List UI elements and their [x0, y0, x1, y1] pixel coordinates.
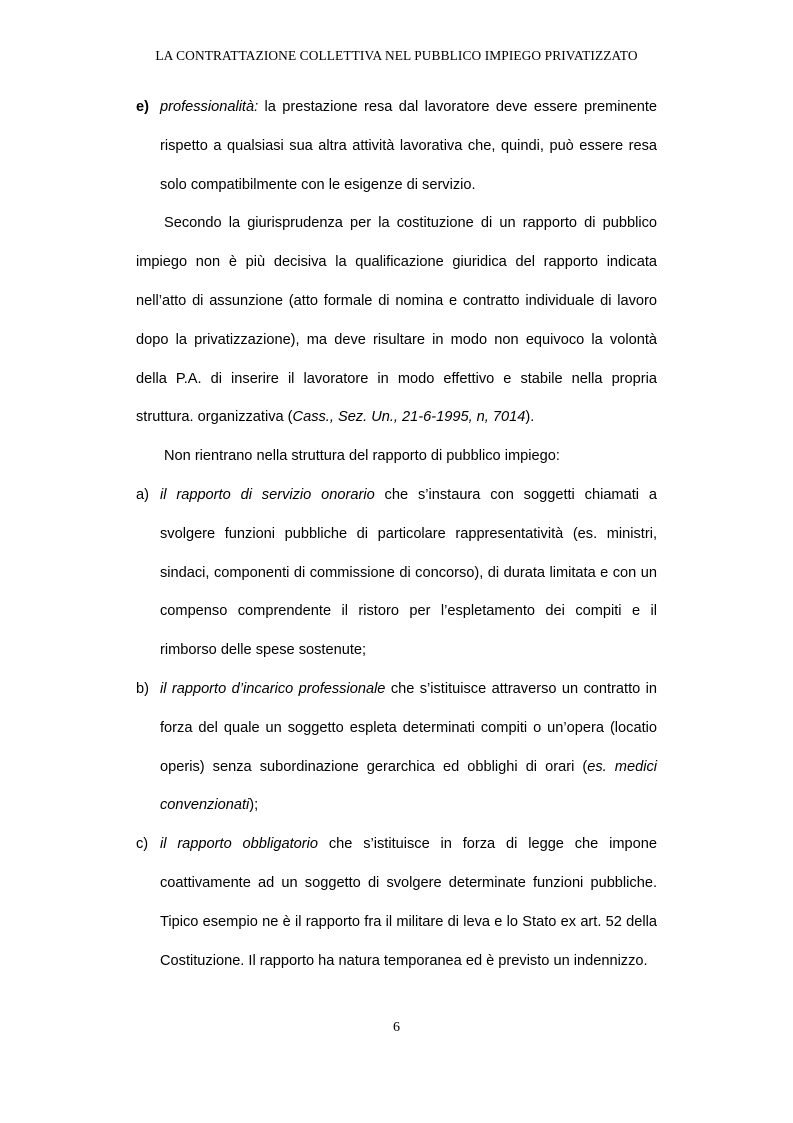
item-term: il rapporto d’incarico professionale [160, 680, 386, 697]
list-item-b [136, 670, 657, 825]
item-description: che s’istituisce attraverso un contratto in forza del quale un soggetto espleta determinati compiti o un’opera (locatio operis) senza subordinazione gerarchica ed obblighi di orari ( [160, 680, 657, 775]
list-item-e [136, 88, 657, 204]
case-citation: Cass., Sez. Un., 21-6-1995, n, 7014 [292, 409, 526, 426]
item-term: il rapporto di servizio onorario [160, 486, 375, 503]
list-marker: b) [136, 680, 149, 697]
list-item-text [160, 670, 657, 825]
item-term: professionalità: [160, 99, 259, 115]
running-header: LA CONTRATTAZIONE COLLETTIVA NEL PUBBLICO IMPIEGO PRIVATIZZATO [155, 48, 638, 63]
list-item-text [160, 476, 657, 670]
item-term: il rapporto obbligatorio [160, 836, 318, 853]
list-item-c [136, 825, 657, 980]
paragraph-close: ). [525, 409, 535, 426]
list-item-a [136, 476, 657, 670]
list-marker: c) [136, 836, 149, 853]
list-item-text [160, 825, 657, 980]
paragraph-non-rientrano: Non rientrano nella struttura del rapporto di pubblico impiego: [164, 448, 560, 465]
paragraph-text: Secondo la giurisprudenza per la costituzione di un rapporto di pubblico impiego non è più decisiva la qualificazione giuridica del rapporto indicata nell’atto di assunzione (atto formale di nomina e contratto individuale di lavoro dopo la privatizzazione), ma deve risultare in modo non equivoco la volontà della P.A. di inserire il lavoratore in modo effettivo e stabile nella propria struttura. organizzativa ( [136, 215, 657, 426]
item-description: la prestazione resa dal lavoratore deve essere preminente rispetto a qualsiasi sua altra attività lavorativa che, quindi, può essere resa solo compatibilmente con le esigenze di servizio. [160, 99, 657, 193]
list-marker: a) [136, 486, 149, 503]
list-item-text [160, 88, 657, 204]
item-close: ); [249, 797, 259, 814]
page-number: 6 [393, 1020, 400, 1035]
item-italic-example: es. medici convenzionati [160, 758, 657, 814]
item-description: che s’instaura con soggetti chiamati a svolgere funzioni pubbliche di particolare rappresentatività (es. ministri, sindaci, componenti di commissione di concorso), di durata limitata e con un compenso comprendente il ristoro per l’espletamento dei compiti e il rimborso delle spese sostenute; [160, 486, 657, 659]
list-marker: e) [136, 99, 149, 115]
paragraph-giurisprudenza [136, 204, 657, 437]
item-description: che s’istituisce in forza di legge che impone coattivamente ad un soggetto di svolgere determinate funzioni pubbliche. Tipico esempio ne è il rapporto fra il militare di leva e lo Stato ex art. 52 della Costituzione. Il rapporto ha natura temporanea ed è previsto un indennizzo. [160, 836, 657, 969]
page-body [136, 88, 657, 980]
